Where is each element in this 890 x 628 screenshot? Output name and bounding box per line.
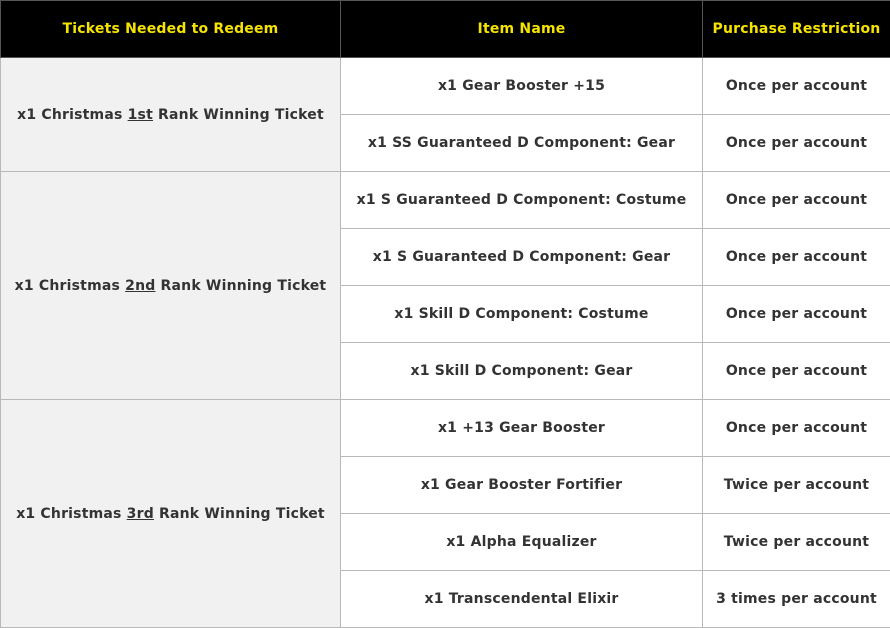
table-row: [1, 58, 890, 115]
ticket-prefix: x1 Christmas: [15, 278, 125, 294]
table-row: [1, 172, 890, 229]
ticket-prefix: x1 Christmas: [16, 506, 126, 522]
ticket-suffix: Rank Winning Ticket: [155, 278, 326, 294]
table-row: [1, 400, 890, 457]
item-name-cell: x1 S Guaranteed D Component: Gear: [341, 229, 703, 286]
restriction-cell: Once per account: [703, 286, 890, 343]
item-name-cell: x1 Gear Booster Fortifier: [341, 457, 703, 514]
ticket-cell-1st: [1, 58, 341, 172]
ticket-cell-2nd: [1, 172, 341, 400]
ticket-rank: 1st: [128, 107, 153, 123]
restriction-cell: Twice per account: [703, 514, 890, 571]
item-name-cell: x1 +13 Gear Booster: [341, 400, 703, 457]
ticket-rank: 3rd: [127, 506, 154, 522]
item-name-cell: x1 Skill D Component: Gear: [341, 343, 703, 400]
item-name-cell: x1 SS Guaranteed D Component: Gear: [341, 115, 703, 172]
restriction-cell: Twice per account: [703, 457, 890, 514]
restriction-cell: Once per account: [703, 343, 890, 400]
restriction-cell: Once per account: [703, 115, 890, 172]
item-name-cell: x1 Gear Booster +15: [341, 58, 703, 115]
restriction-cell: 3 times per account: [703, 571, 890, 628]
item-name-cell: x1 Transcendental Elixir: [341, 571, 703, 628]
ticket-prefix: x1 Christmas: [17, 107, 127, 123]
restriction-cell: Once per account: [703, 229, 890, 286]
header-item-name: Item Name: [341, 1, 703, 58]
restriction-cell: Once per account: [703, 172, 890, 229]
item-name-cell: x1 Skill D Component: Costume: [341, 286, 703, 343]
header-purchase-restriction: Purchase Restriction: [703, 1, 890, 58]
header-row: [1, 1, 890, 58]
restriction-cell: Once per account: [703, 400, 890, 457]
restriction-cell: Once per account: [703, 58, 890, 115]
ticket-rank: 2nd: [125, 278, 155, 294]
item-name-cell: x1 S Guaranteed D Component: Costume: [341, 172, 703, 229]
ticket-suffix: Rank Winning Ticket: [154, 506, 325, 522]
ticket-suffix: Rank Winning Ticket: [153, 107, 324, 123]
item-name-cell: x1 Alpha Equalizer: [341, 514, 703, 571]
header-tickets: Tickets Needed to Redeem: [1, 1, 341, 58]
ticket-cell-3rd: [1, 400, 341, 628]
